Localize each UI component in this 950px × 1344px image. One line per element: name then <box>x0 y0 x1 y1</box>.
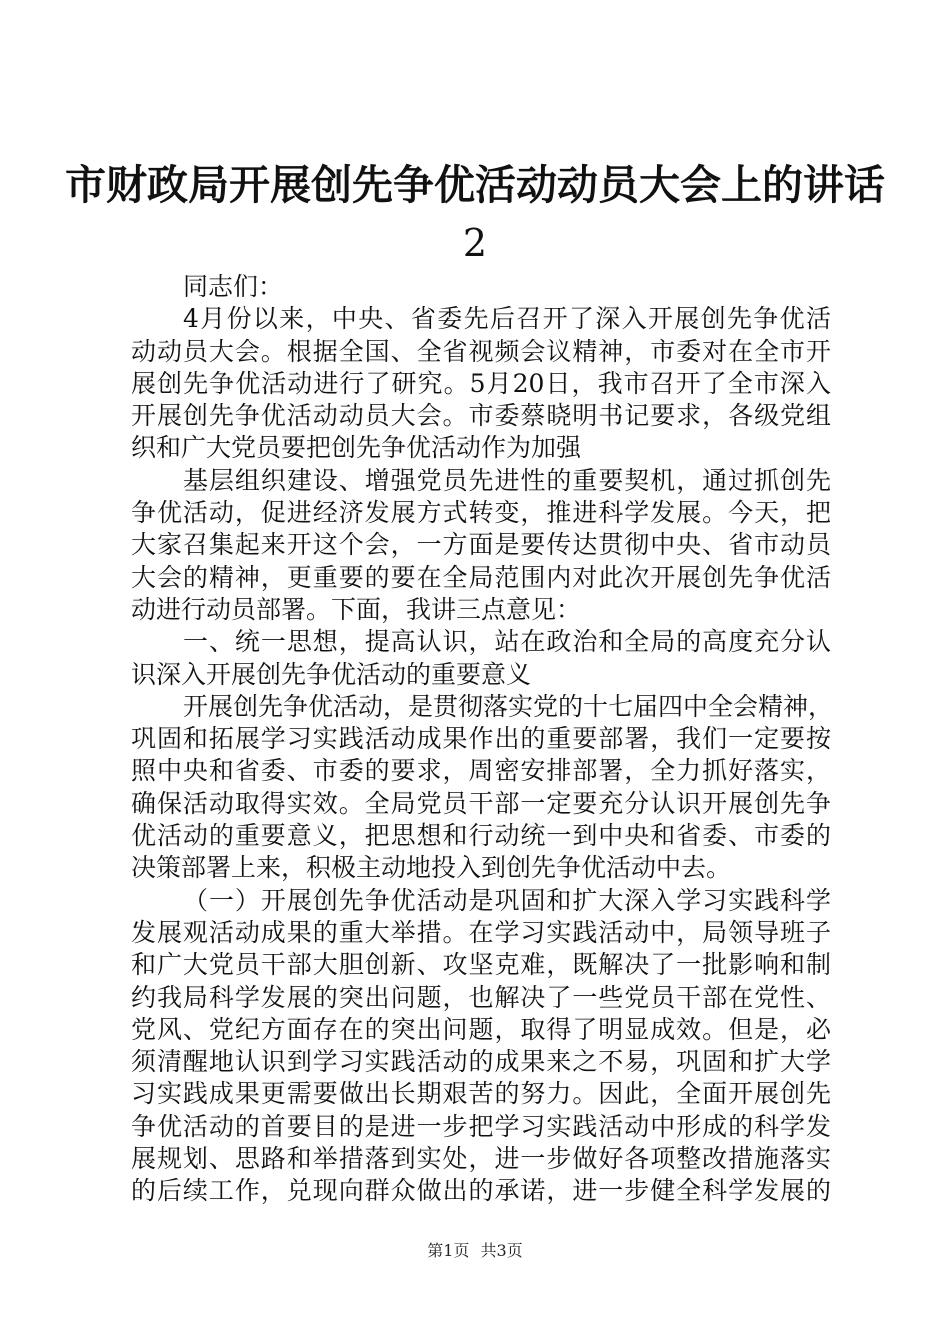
text-line: 展规划、思路和举措落到实处，进一步做好各项整改措施落实 <box>131 1144 831 1174</box>
text-line: 基层组织建设、增强党员先进性的重要契机，通过抓创先 <box>183 465 831 495</box>
text-line: 和广大党员干部大胆创新、攻坚克难，既解决了一批影响和制 <box>131 950 831 980</box>
text-line: 开展创先争优活动动员大会。市委蔡晓明书记要求，各级党组 <box>131 401 831 431</box>
page-footer <box>0 1238 950 1261</box>
text-line: 须清醒地认识到学习实践活动的成果来之不易，巩固和扩大学 <box>131 1047 831 1077</box>
document-title: 市财政局开展创先争优活动动员大会上的讲话 <box>65 161 885 209</box>
text-line: 决策部署上来，积极主动地投入到创先争优活动中去。 <box>131 853 732 883</box>
text-line: 争优活动的首要目的是进一步把学习实践活动中形成的科学发 <box>131 1111 831 1141</box>
text-line: 约我局科学发展的突出问题，也解决了一些党员干部在党性、 <box>131 982 831 1012</box>
text-line: 照中央和省委、市委的要求，周密安排部署，全力抓好落实， <box>131 756 831 786</box>
text-line: 开展创先争优活动，是贯彻落实党的十七届四中全会精神， <box>183 691 834 721</box>
text-line: 确保活动取得实效。全局党员干部一定要充分认识开展创先争 <box>131 788 831 818</box>
text-line: 动动员大会。根据全国、全省视频会议精神，市委对在全市开 <box>131 336 831 366</box>
text-line: 习实践成果更需要做出长期艰苦的努力。因此，全面开展创先 <box>131 1079 831 1109</box>
page-number: 第1页 <box>427 1241 470 1260</box>
text-line: 同志们： <box>183 272 284 301</box>
text-line: 巩固和拓展学习实践活动成果作出的重要部署，我们一定要按 <box>131 724 831 754</box>
text-line: 发展观活动成果的重大举措。在学习实践活动中，局领导班子 <box>131 917 831 947</box>
text-line: 争优活动，促进经济发展方式转变，推进科学发展。今天，把 <box>131 498 831 528</box>
text-line: 大会的精神，更重要的要在全局范围内对此次开展创先争优活 <box>131 562 831 592</box>
page-total: 共3页 <box>480 1241 523 1260</box>
text-line: 织和广大党员要把创先争优活动作为加强 <box>131 433 582 463</box>
text-line: 动进行动员部署。下面，我讲三点意见： <box>131 594 582 624</box>
text-line: 优活动的重要意义，把思想和行动统一到中央和省委、市委的 <box>131 821 831 851</box>
document-body <box>131 271 834 1208</box>
section-heading-line: 识深入开展创先争优活动的重要意义 <box>131 659 532 689</box>
text-line: （一）开展创先争优活动是巩固和扩大深入学习实践科学 <box>183 885 831 915</box>
text-line: 党风、党纪方面存在的突出问题，取得了明显成效。但是，必 <box>131 1014 831 1044</box>
text-line: 展创先争优活动进行了研究。5月20日，我市召开了全市深入 <box>131 368 831 398</box>
text-line: 大家召集起来开这个会，一方面是要传达贯彻中央、省市动员 <box>131 530 831 560</box>
section-heading-line: 一、统一思想，提高认识，站在政治和全局的高度充分认 <box>183 627 831 657</box>
text-line: 4月份以来，中央、省委先后召开了深入开展创先争优活 <box>183 304 831 334</box>
text-line: 的后续工作，兑现向群众做出的承诺，进一步健全科学发展的 <box>131 1176 831 1206</box>
document-title-continuation: 2 <box>462 221 488 265</box>
